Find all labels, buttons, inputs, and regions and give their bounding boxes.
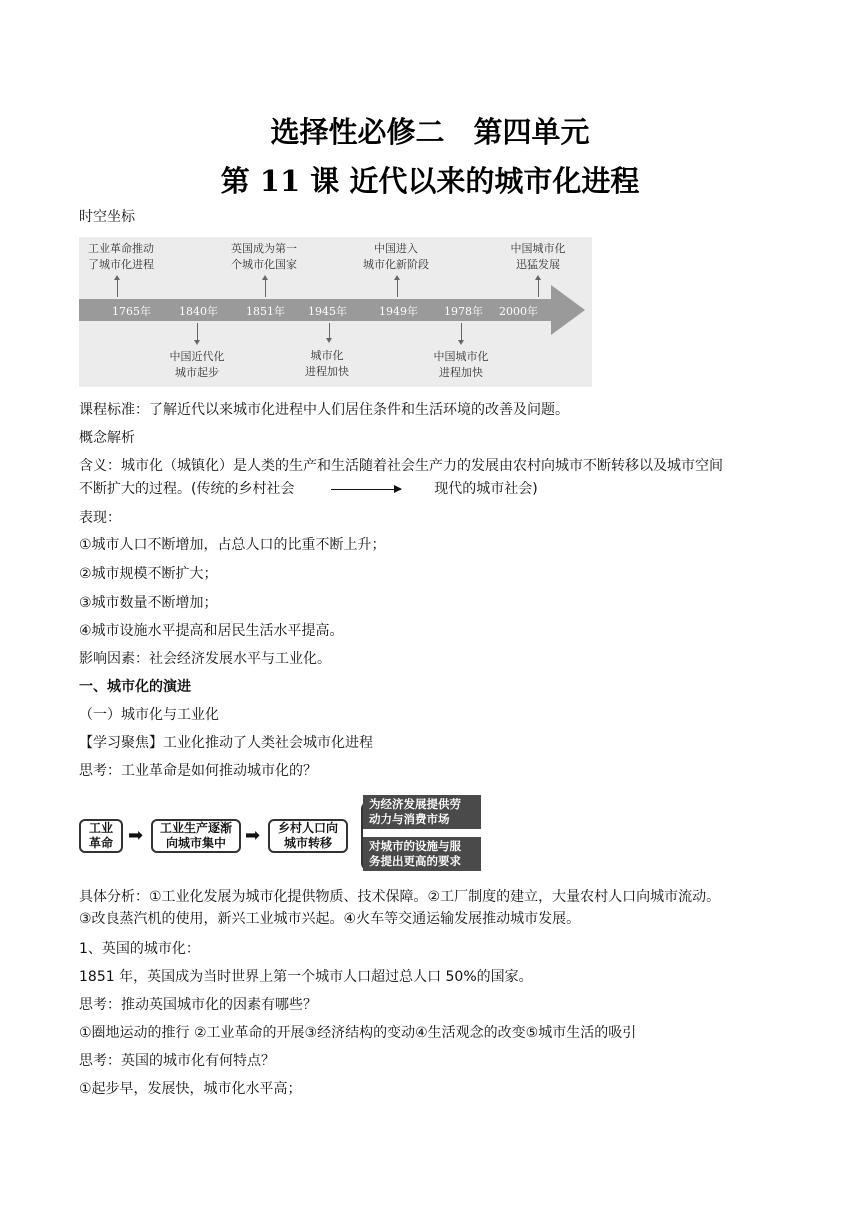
uk-fact: 1851 年，英国成为当时世界上第一个城市人口超过总人口 50%的国家。 [79, 969, 533, 985]
flow-box-text: 工业生产逐渐 [159, 821, 232, 835]
manifestation-item: ②城市规模不断扩大； [79, 566, 218, 582]
year-label: 2000年 [499, 305, 538, 318]
concept-label: 概念解析 [79, 430, 135, 446]
timeline-figure [79, 237, 592, 387]
flow-box-industrial-revolution [79, 819, 123, 853]
definition-traditional: 不断扩大的过程。(传统的乡村社会 [79, 481, 295, 497]
event-text: 工业革命推动 [88, 242, 154, 255]
timeline-event-above [341, 241, 451, 273]
manifest-label: 表现： [79, 510, 121, 526]
flow-diagram [79, 795, 482, 875]
flow-output-text: 为经济发展提供劳 [369, 797, 461, 811]
flow-box-text: 革命 [88, 836, 113, 850]
section-label: 时空坐标 [79, 209, 135, 225]
event-connector [397, 279, 398, 297]
flow-output-text: 动力与消费市场 [369, 812, 450, 826]
event-connector [461, 323, 462, 341]
focus-text: 【学习聚焦】工业化推动了人类社会城市化进程 [79, 735, 373, 751]
manifestation-item: ①城市人口不断增加，占总人口的比重不断上升； [79, 537, 386, 553]
flow-box-text: 工业 [88, 821, 113, 835]
course-standard: 课程标准：了解近代以来城市化进程中人们居住条件和生活环境的改善及问题。 [79, 402, 569, 418]
event-connector [538, 279, 539, 297]
flow-box-text: 城市转移 [283, 836, 332, 850]
event-text: 中国城市化 [510, 242, 566, 255]
think-question-2: 思考：推动英国城市化的因素有哪些？ [79, 997, 317, 1013]
event-text: 中国近代化 [169, 350, 225, 363]
flow-output-labor [363, 795, 481, 829]
year-label: 1765年 [112, 305, 151, 318]
event-connector [329, 323, 330, 339]
timeline-event-above [483, 241, 593, 273]
flow-output-text: 对城市的设施与服 [369, 839, 461, 853]
year-label: 1840年 [179, 305, 218, 318]
event-text: 城市化 [310, 349, 344, 362]
timeline-event-below [142, 349, 252, 381]
uk-heading: 1、英国的城市化： [79, 941, 200, 957]
event-text: 进程加快 [439, 366, 483, 379]
think-question-1: 思考：工业革命是如何推动城市化的？ [79, 763, 317, 779]
year-label: 1949年 [379, 305, 418, 318]
subheading-1: （一）城市化与工业化 [79, 707, 219, 723]
timeline-event-below [406, 349, 516, 381]
right-arrow-icon [331, 489, 401, 490]
event-text: 个城市化国家 [231, 258, 297, 271]
event-text: 城市化新阶段 [363, 258, 429, 271]
flow-box-text: 乡村人口向 [277, 821, 338, 835]
year-label: 1978年 [444, 305, 483, 318]
uk-factors: ①圈地运动的推行 ②工业革命的开展③经济结构的变动④生活观念的改变⑤城市生活的吸引 [79, 1025, 637, 1041]
flow-output-services [363, 837, 481, 871]
definition-modern: 现代的城市社会) [434, 481, 538, 497]
analysis-line-2: ③改良蒸汽机的使用，新兴工业城市兴起。④火车等交通运输发展推动城市发展。 [79, 911, 581, 927]
event-text: 城市起步 [175, 366, 219, 379]
event-connector [117, 279, 118, 297]
title-line-1: 选择性必修二 第四单元 [270, 115, 590, 149]
heading-1: 一、城市化的演进 [79, 679, 191, 695]
right-arrow-icon: ➡ [128, 825, 144, 846]
flow-box-migration [268, 819, 348, 853]
event-connector [197, 323, 198, 341]
uk-feature: ①起步早，发展快，城市化水平高； [79, 1081, 302, 1097]
right-arrow-icon: ➡ [245, 825, 261, 846]
event-text: 了城市化进程 [88, 258, 154, 271]
year-label: 1945年 [308, 305, 347, 318]
timeline-arrowhead [551, 285, 585, 335]
analysis-line-1: 具体分析：①工业化发展为城市化提供物质、技术保障。②工厂制度的建立，大量农村人口向城市流动。 [79, 889, 721, 905]
think-question-3: 思考：英国的城市化有何特点？ [79, 1053, 275, 1069]
event-text: 迅猛发展 [516, 258, 560, 271]
flow-box-production [151, 819, 241, 853]
manifestation-item: ③城市数量不断增加； [79, 595, 218, 611]
factors-text: 影响因素：社会经济发展水平与工业化。 [79, 651, 331, 667]
definition-line-1: 含义：城市化（城镇化）是人类的生产和生活随着社会生产力的发展由农村向城市不断转移以及城市空间 [79, 458, 723, 474]
year-label: 1851年 [246, 305, 285, 318]
event-text: 英国成为第一 [231, 242, 297, 255]
timeline-event-above [66, 241, 176, 273]
flow-output-text: 务提出更高的要求 [369, 854, 461, 868]
manifestation-item: ④城市设施水平提高和居民生活水平提高。 [79, 623, 344, 639]
timeline-event-below [272, 348, 382, 380]
definition-line-2 [79, 480, 538, 498]
event-text: 中国进入 [374, 242, 418, 255]
timeline-event-above [209, 241, 319, 273]
flow-box-text: 向城市集中 [165, 836, 226, 850]
event-text: 中国城市化 [433, 350, 489, 363]
event-text: 进程加快 [305, 365, 349, 378]
title-line-2: 第 11 课 近代以来的城市化进程 [220, 164, 640, 198]
event-connector [265, 279, 266, 297]
